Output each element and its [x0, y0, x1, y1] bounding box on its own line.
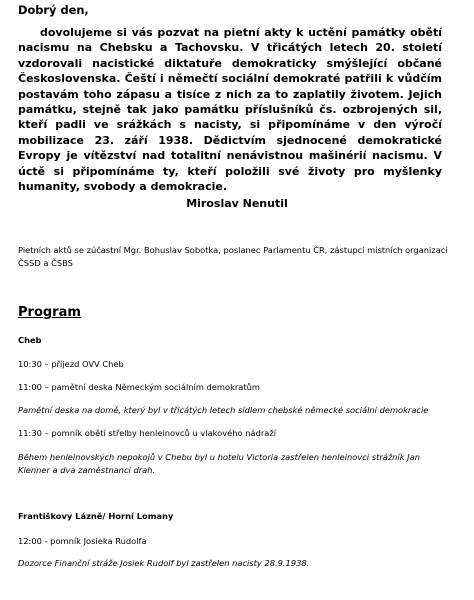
invitation-letter: dovolujeme si vás pozvat na pietní akty k uctění památky obětí nacismu na Chebsku a Tachovsku. V třicátých letech 20. století vzdorovali nacistické diktatuře demokraticky smýšlející občané Československa. Čeští i němečtí sociální demokraté patřili k vůdčím postavám toho zápasu a tisíce z nich za to zaplatily životem. Jejich památku, stejně tak jako památku příslušníků čs. ozbrojených sil, kteří padli ve srážkách s nacisty, si připomínáme v den výročí mobilizace 23. září 1938. Dědictvím sjednocené demokratické Evropy je vítězství nad totalitní nenávistnou mašinérií nacismu. V úctě si připomínáme ty, kteří položili své životy pro myšlenky humanity, svobody a demokracie.: [18, 26, 442, 194]
program-item: 11:00 – pamětní deska Německým sociálním demokratům: [18, 382, 260, 392]
attendance-note: Pietních aktů se zúčastní Mgr. Bohuslav Sobotka, poslanec Parlamentu ČR, zástupci místních organizací ČSSD a ČSBS: [18, 245, 448, 268]
greeting: Dobrý den,: [18, 3, 89, 17]
program-heading: Program: [18, 305, 81, 320]
program-item-note: Během henleinovských nepokojů v Chebu byl u hotelu Victoria zastřelen henleinovci strážník Jan Klenner a dva zaměstnanci drah.: [18, 452, 420, 475]
section-title-cheb: Cheb: [18, 335, 42, 345]
program-item: 10:30 – příjezd OVV Cheb: [18, 359, 124, 369]
program-item-note: Dozorce Finanční stráže Josiek Rudolf byl zastřelen nacisty 28.9.1938.: [18, 558, 310, 568]
section-title-frantiskovy-lazne: Františkovy Lázně/ Horní Lomany: [18, 511, 174, 521]
program-item: 11:30 – pomník obětí střelby henleinovců u vlakového nádraží: [18, 428, 277, 438]
program-item: 12:00 - pomník Josieka Rudolfa: [18, 536, 147, 546]
program-item-note: Pamětní deska na domě, který byl v třicátých letech sídlem chebské německé sociální demokracie: [18, 405, 429, 415]
signature: Miroslav Nenutil: [186, 197, 288, 210]
